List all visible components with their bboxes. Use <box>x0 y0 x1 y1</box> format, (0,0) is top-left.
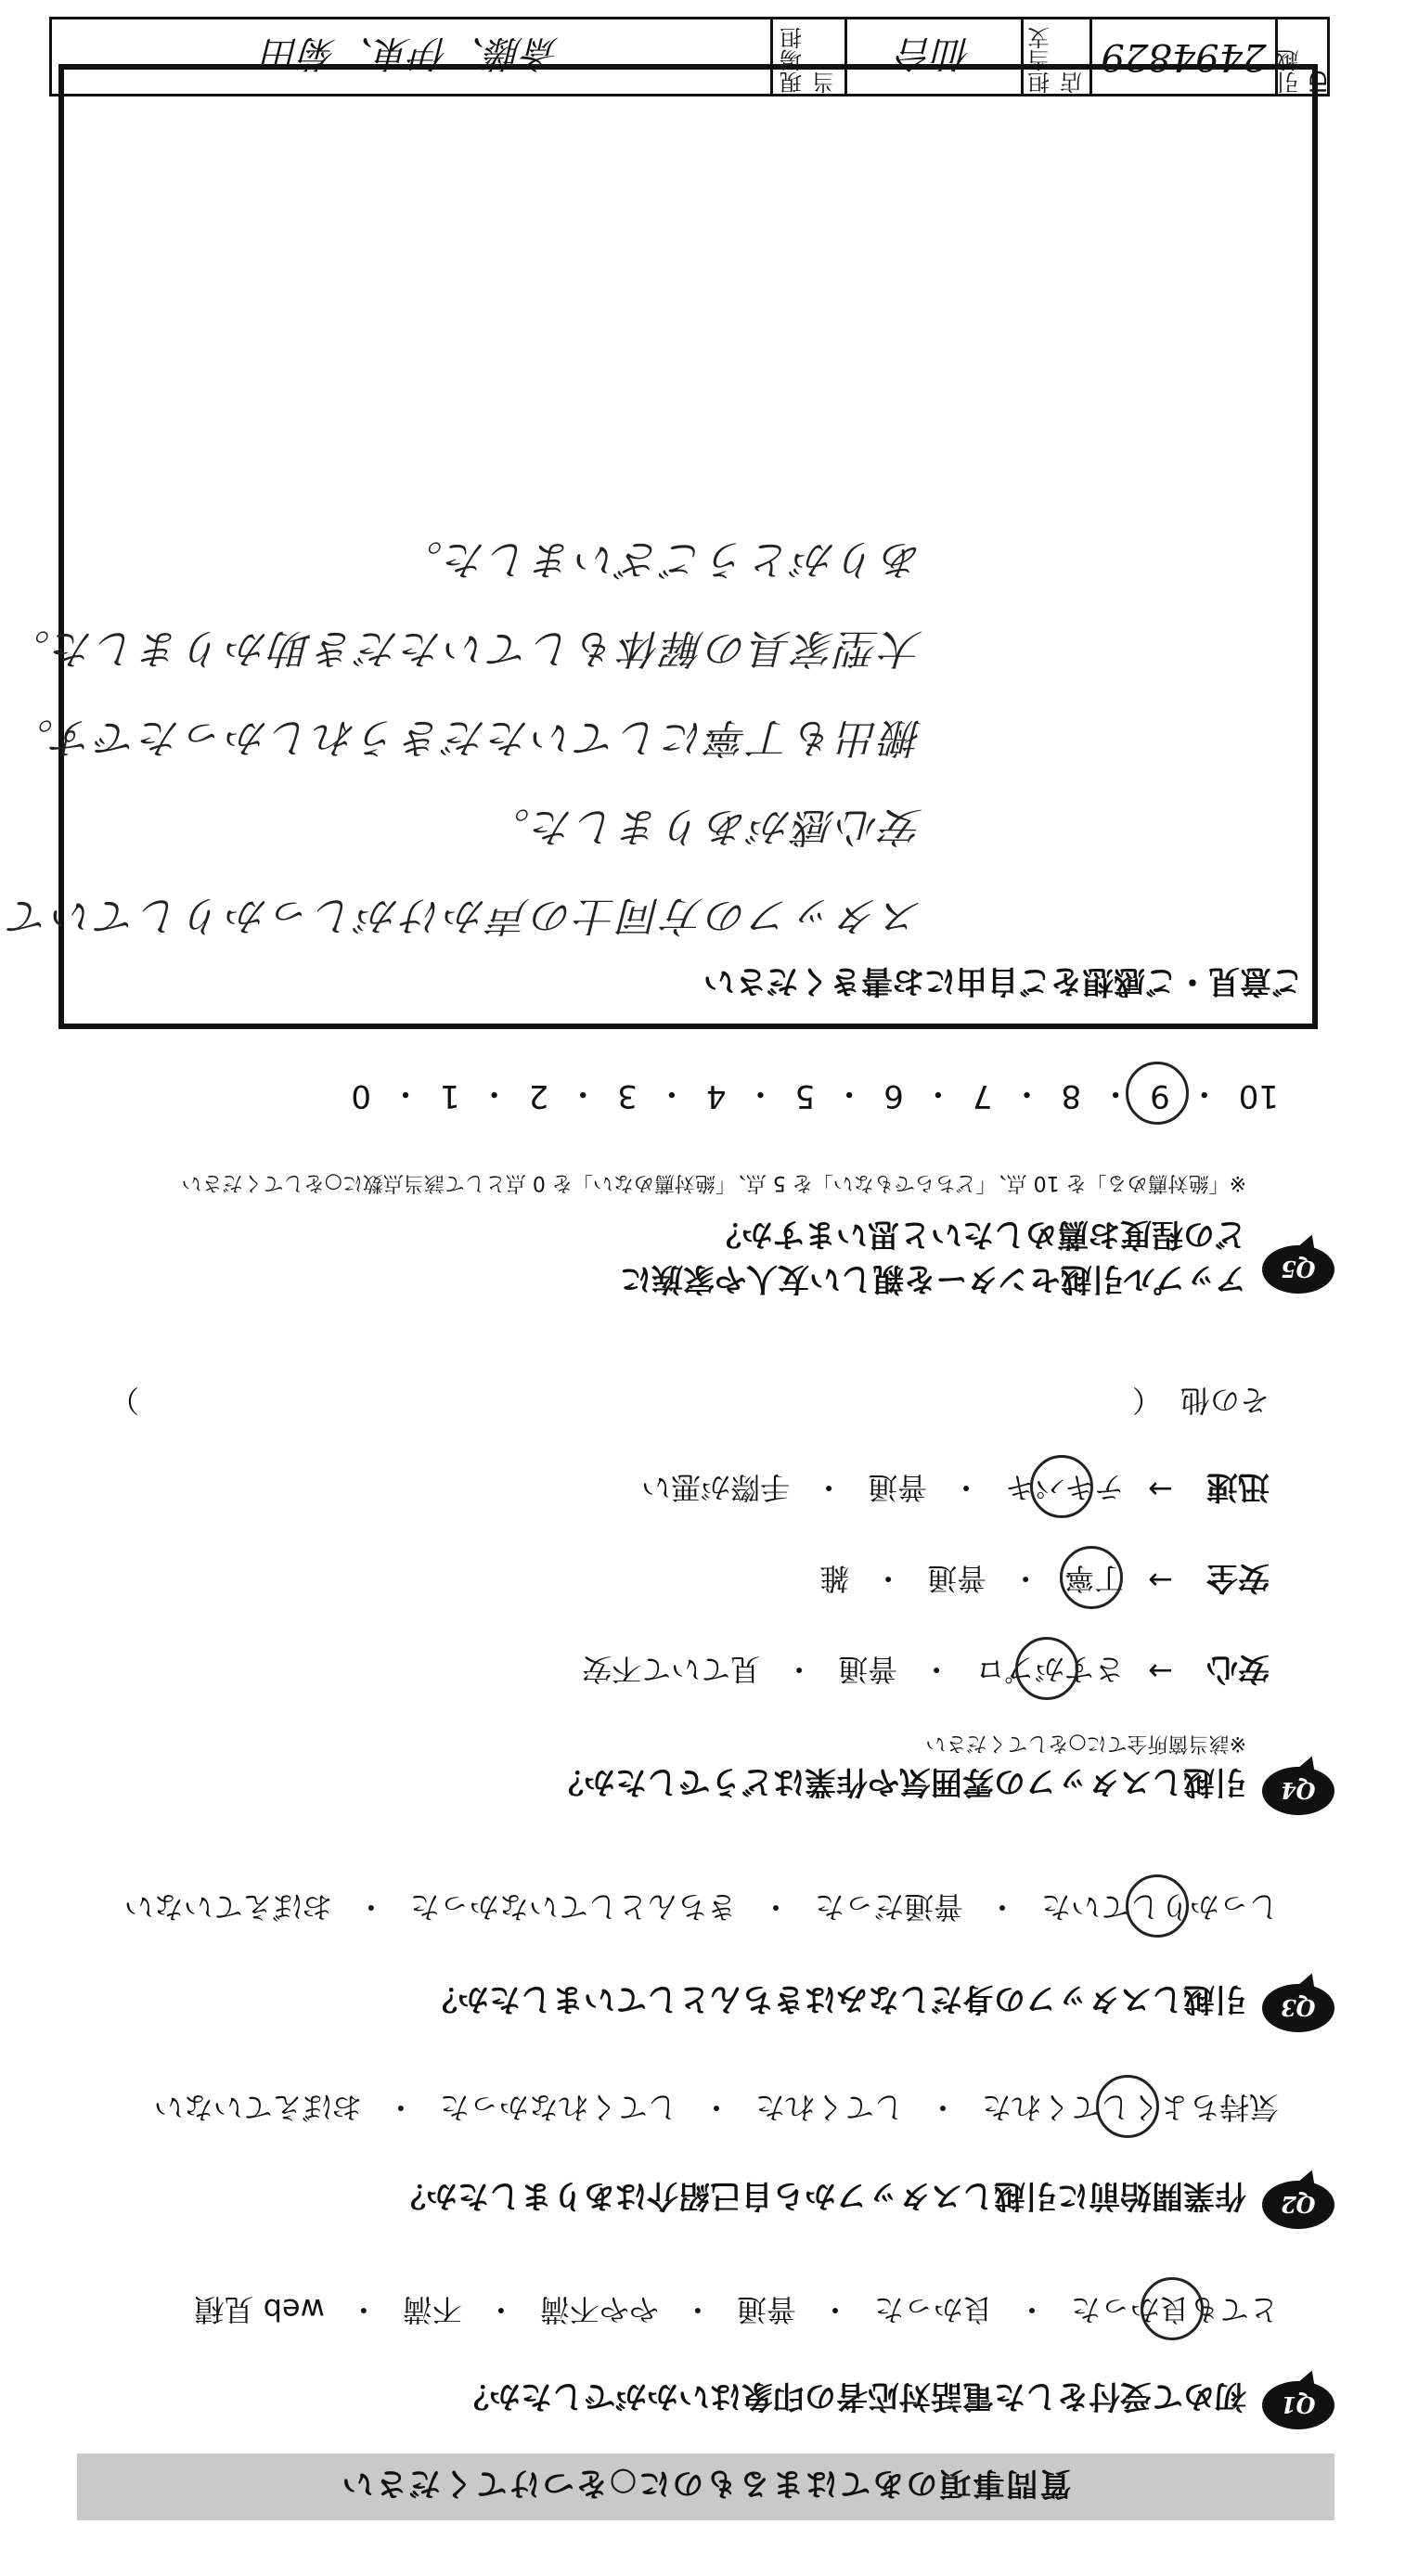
q4-title: 引越しスタッフの雰囲気や作業はどうでしたか？ <box>552 1763 1246 1800</box>
q5-score[interactable]: 8 <box>1061 1077 1082 1115</box>
q5-title-line1: アップル引越センターを親しい友人や家族に <box>620 1260 1246 1297</box>
q5-title-line2: どの程度お薦めしたいと思いますか？ <box>710 1216 1246 1253</box>
q5-score[interactable]: 6 <box>883 1077 904 1115</box>
q3-options: しっかりしていた ・ 普通だった ・ きちんとしていなかった ・ おぼえていない <box>124 1887 1279 1930</box>
q4-option[interactable]: 丁寧 <box>1064 1560 1124 1603</box>
q2-option[interactable]: してくれた <box>754 2090 904 2125</box>
q5-badge: Q5 <box>1262 1245 1334 1294</box>
branch-label: 担当支店 <box>1027 27 1087 94</box>
q5-score[interactable]: 10 <box>1238 1077 1279 1115</box>
q4-other-row <box>110 1381 1270 1423</box>
q4-row-label: 安全 <box>1206 1559 1270 1596</box>
q1-badge: Q1 <box>1262 2381 1334 2429</box>
q4-option[interactable]: 雑 <box>819 1561 850 1597</box>
q4-row-anzen: 安全 → 丁寧 ・ 普通 ・ 雑 <box>819 1558 1270 1604</box>
q1-option[interactable]: 不満 <box>402 2292 462 2327</box>
q4-other-open: （ <box>1131 1383 1162 1418</box>
id-label-cell <box>1275 19 1332 94</box>
comment-line: 大型家具の解体もしていただき助かりました。 <box>6 625 922 672</box>
info-bar <box>49 17 1330 97</box>
q5-score[interactable]: 5 <box>794 1077 816 1115</box>
q4-row-jinsoku: 迅速 → テキパキ ・ 普通 ・ 手際が悪い <box>641 1467 1270 1513</box>
arrow-right-icon: → <box>1148 1472 1173 1508</box>
q4-other-label: その他 <box>1180 1383 1270 1418</box>
q4-row-label: 迅速 <box>1206 1468 1270 1505</box>
leader-label: 現場担当 <box>780 27 839 94</box>
branch-value-cell[interactable] <box>844 19 1021 94</box>
q4-option[interactable]: テキパキ <box>1005 1469 1124 1512</box>
q1-option[interactable]: 普通 <box>736 2292 796 2327</box>
q1-title: 初めて受付をした電話対応者の印象はいかがでしたか？ <box>458 2377 1246 2415</box>
comment-line: 搬出も丁寧にしていただきうれしかったです。 <box>9 714 922 761</box>
q3-option[interactable]: 普通だった <box>814 1889 963 1925</box>
q4-other-close: ） <box>110 1383 140 1418</box>
q5-score[interactable]: 2 <box>528 1077 549 1115</box>
q4-option[interactable]: 普通 <box>868 1470 928 1506</box>
instruction-header <box>77 2454 1334 2520</box>
q4-badge: Q4 <box>1262 1767 1334 1815</box>
comment-line: ありがとうございました。 <box>399 535 922 583</box>
q3-option[interactable]: おぼえていない <box>123 1889 332 1925</box>
q5-score[interactable]: 9 <box>1150 1077 1170 1115</box>
q1-option[interactable]: やや不満 <box>539 2292 659 2327</box>
comment-line: スタッフの方同士の声かけがしっかりしていて <box>6 892 922 939</box>
q2-option[interactable]: してくれなかった <box>439 2090 677 2125</box>
q5-score[interactable]: 3 <box>617 1077 638 1115</box>
comment-title: ご意見・ご感想をご自由にお書きください <box>703 962 1303 999</box>
q2-option[interactable]: おぼえていない <box>153 2090 362 2125</box>
q5-score[interactable]: 7 <box>972 1077 993 1115</box>
comment-line: 安心感がありました。 <box>486 803 922 850</box>
id-value: 2494829 <box>1101 35 1267 78</box>
q5-scale: 10 ・ 9 ・ 8 ・ 7 ・ 6 ・ 5 ・ 4 ・ 3 ・ 2 ・ 1 ・ 0 <box>351 1075 1279 1115</box>
q4-option[interactable]: 手際が悪い <box>641 1470 791 1506</box>
leader-label-cell <box>770 19 844 94</box>
q4-row-anshin: 安心 → さすがプロ ・ 普通 ・ 見ていて不安 <box>582 1649 1270 1694</box>
q5-score[interactable]: 4 <box>705 1077 727 1115</box>
id-label: 引越 ID <box>1277 49 1332 94</box>
q4-option[interactable]: 見ていて不安 <box>582 1652 761 1688</box>
q5-note: ※「絶対薦める」を 10 点、「どちらでもない」を 5 点、「絶対薦めない」を 0 点として該当点数に○をしてください <box>181 1171 1246 1194</box>
leader-value: 斎藤、伊東、菊田 <box>263 32 560 75</box>
arrow-right-icon: → <box>1148 1654 1173 1690</box>
q4-note: ※該当箇所全てに○をしてください <box>925 1732 1246 1755</box>
q4-row-label: 安心 <box>1206 1650 1270 1687</box>
q4-option[interactable]: 普通 <box>927 1561 987 1597</box>
branch-label-cell <box>1021 19 1089 94</box>
q1-options: とても良かった ・ 良かった ・ 普通 ・ やや不満 ・ 不満 ・ web 見積 <box>194 2290 1279 2333</box>
q5-score[interactable]: 1 <box>439 1077 460 1115</box>
q1-option[interactable]: 良かった <box>873 2292 993 2327</box>
q3-title: 引越しスタッフの身だしなみはきちんとしていましたか？ <box>426 1980 1246 2017</box>
q2-badge: Q2 <box>1262 2181 1334 2229</box>
q5-score[interactable]: 0 <box>351 1077 371 1115</box>
arrow-right-icon: → <box>1148 1563 1173 1599</box>
q3-option[interactable]: きちんとしていなかった <box>409 1889 737 1925</box>
comment-box[interactable] <box>6 64 1318 1029</box>
q3-badge: Q3 <box>1262 1984 1334 2032</box>
q4-option[interactable]: 普通 <box>838 1652 898 1688</box>
q2-options: 気持ちよくしてくれた ・ してくれた ・ してくれなかった ・ おぼえていない <box>154 2088 1279 2131</box>
q4-option[interactable]: さすがプロ <box>975 1651 1124 1694</box>
instruction-text: 質問事項のあてはまるものに○をつけてください <box>340 2465 1072 2503</box>
q3-option[interactable]: しっかりしていた <box>1041 1887 1279 1930</box>
leader-value-cell[interactable] <box>52 19 770 94</box>
id-value-cell[interactable] <box>1089 19 1275 94</box>
branch-value: 仙台 <box>896 32 972 75</box>
q1-option[interactable]: とても良かった <box>1071 2290 1279 2333</box>
q2-option[interactable]: 気持ちよくしてくれた <box>982 2088 1279 2131</box>
q2-title: 作業開始前に引越しスタッフから自己紹介はありましたか？ <box>394 2177 1246 2214</box>
q1-option[interactable]: web 見積 <box>194 2292 325 2327</box>
